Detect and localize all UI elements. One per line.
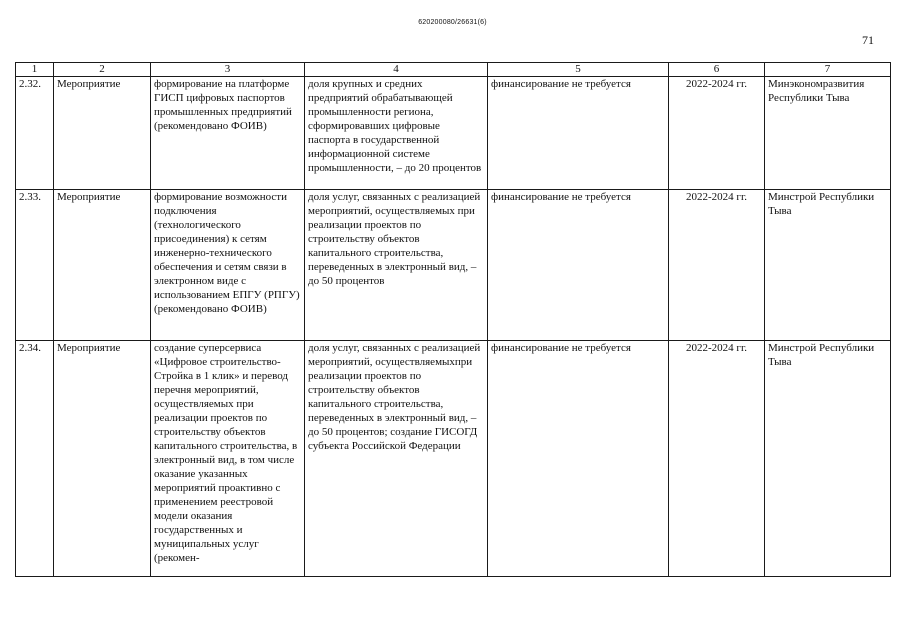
table-row: [16, 77, 891, 190]
column-header: 5: [488, 63, 669, 77]
row-period: 2022-2024 гг.: [669, 190, 765, 341]
row-number: 2.34.: [16, 341, 54, 577]
row-responsible: Минстрой Республики Тыва: [765, 341, 891, 577]
row-responsible: Минстрой Республики Тыва: [765, 190, 891, 341]
column-header: 6: [669, 63, 765, 77]
row-financing: финансирование не требуется: [488, 190, 669, 341]
row-period: 2022-2024 гг.: [669, 341, 765, 577]
column-header: 3: [151, 63, 305, 77]
column-header: 7: [765, 63, 891, 77]
document-code: 620200080/26631(6): [418, 19, 487, 26]
row-financing: финансирование не требуется: [488, 341, 669, 577]
row-number: 2.33.: [16, 190, 54, 341]
row-description: формирование на платформе ГИСП цифровых паспортов промышленных предприятий (рекомендовано ФОИВ): [151, 77, 305, 190]
table-row: [16, 341, 891, 577]
row-description: создание суперсервиса «Цифровое строительство-Стройка в 1 клик» и перевод перечня мероприятий, осуществляемых при реализации проектов по строительству объектов капитального строительства, в электронный вид, в том числе оказание указанных мероприятий проактивно с применением реестровой модели оказания государственных и муниципальных услуг (рекомен-: [151, 341, 305, 577]
page-number: 71: [862, 33, 874, 47]
column-header: 2: [54, 63, 151, 77]
row-type: Мероприятие: [54, 341, 151, 577]
row-indicator: доля услуг, связанных с реализацией мероприятий, осуществляемых при реализации проектов по строительству объектов капитального строительства, переведенных в электронный вид, – до 50 процентов: [305, 190, 488, 341]
table-header-row: [16, 63, 891, 77]
row-responsible: Минэкономразвития Республики Тыва: [765, 77, 891, 190]
row-type: Мероприятие: [54, 77, 151, 190]
row-description: формирование возможности подключения (технологического присоединения) к сетям инженерно-технического обеспечения и сетям связи в электронном виде с использованием ЕПГУ (РПГУ) (рекомендовано ФОИВ): [151, 190, 305, 341]
row-type: Мероприятие: [54, 190, 151, 341]
row-period: 2022-2024 гг.: [669, 77, 765, 190]
row-indicator: доля крупных и средних предприятий обрабатывающей промышленности региона, сформировавших цифровые паспорта в государственной информационной системе промышленности, – до 20 процентов: [305, 77, 488, 190]
column-header: 1: [16, 63, 54, 77]
table-row: [16, 190, 891, 341]
row-indicator: доля услуг, связанных с реализацией мероприятий, осуществляемыхпри реализации проектов по строительству объектов капитального строительства, переведенных в электронный вид, – до 50 процентов; создание ГИСОГД субъекта Российской Федерации: [305, 341, 488, 577]
column-header: 4: [305, 63, 488, 77]
measures-table: [15, 62, 891, 577]
row-number: 2.32.: [16, 77, 54, 190]
row-financing: финансирование не требуется: [488, 77, 669, 190]
